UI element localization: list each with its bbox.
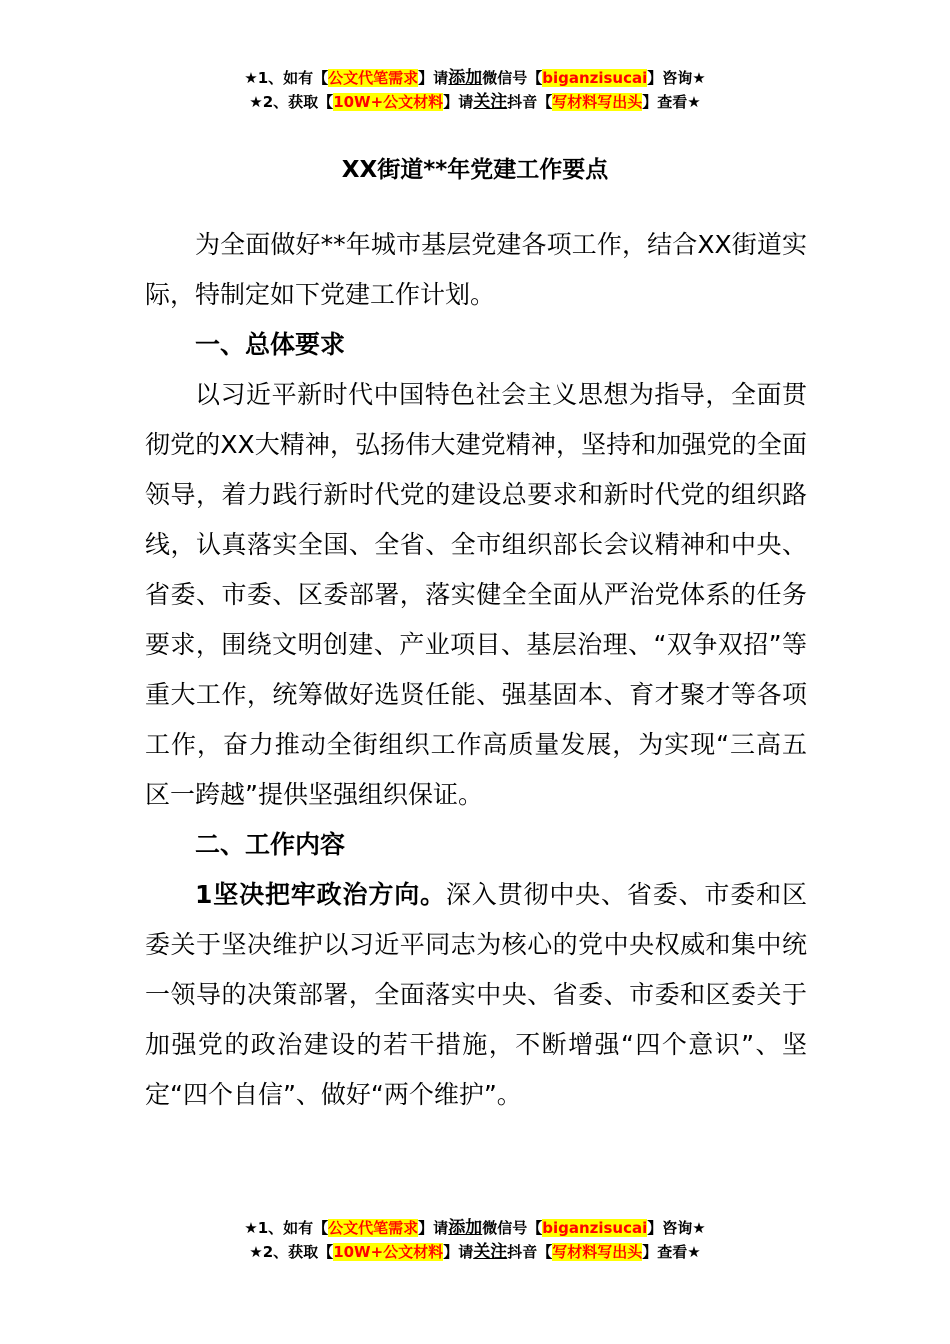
banner-highlight: 公文代笔需求 [328,1219,419,1237]
section-heading-1: 一、总体要求 [195,330,346,359]
banner-text: 抖音【 [507,93,553,111]
item-1-paragraph [145,870,807,1120]
banner-text: 微信号【 [482,69,543,87]
banner-highlight: 写材料写出头 [552,93,643,111]
banner-text: 】咨询★ [647,1219,706,1237]
banner-text: 】请 [443,93,474,111]
banner-highlight: 公文代笔需求 [328,69,419,87]
document-title: XX街道**年党建工作要点 [341,157,609,183]
banner-highlight: biganzisucai [542,69,648,87]
banner-text: 】请 [418,1219,449,1237]
section-heading-2: 二、工作内容 [195,830,346,859]
banner-text: 抖音【 [507,1243,553,1261]
banner-underline: 添加 [448,1218,483,1238]
item-1-lead: 1坚决把牢政治方向。 [195,880,446,909]
banner-highlight: 10W+公文材料 [333,1243,444,1261]
banner-highlight: 10W+公文材料 [333,93,444,111]
header-banner [0,66,950,114]
banner-highlight: 写材料写出头 [552,1243,643,1261]
item-1-body: 深入贯彻中央、省委、市委和区委关于坚决维护以习近平同志为核心的党中央权威和集中统一领导的决策部署，全面落实中央、省委、市委和区委关于加强党的政治建设的若干措施，不断增强“四个意识”、坚定“四个自信”、做好“两个维护”。 [145,880,807,1109]
banner-text: ★2、获取【 [249,1243,334,1261]
banner-underline: 关注 [473,92,508,112]
banner-text: 】查看★ [642,1243,701,1261]
banner-text: 】请 [443,1243,474,1261]
banner-underline: 关注 [473,1242,508,1262]
intro-paragraph: 为全面做好**年城市基层党建各项工作，结合XX街道实际，特制定如下党建工作计划。 [145,230,807,309]
footer-banner [0,1216,950,1264]
banner-text: 微信号【 [482,1219,543,1237]
banner-text: 】咨询★ [647,69,706,87]
banner-text: ★1、如有【 [244,1219,329,1237]
section-1-paragraph: 以习近平新时代中国特色社会主义思想为指导，全面贯彻党的XX大精神，弘扬伟大建党精神，坚持和加强党的全面领导，着力践行新时代党的建设总要求和新时代党的组织路线，认真落实全国、全省、全市组织部长会议精神和中央、省委、市委、区委部署，落实健全全面从严治党体系的任务要求，围绕文明创建、产业项目、基层治理、“双争双招”等重大工作，统筹做好选贤任能、强基固本、育才聚才等各项工作，奋力推动全街组织工作高质量发展，为实现“三高五区一跨越”提供坚强组织保证。 [145,380,807,809]
banner-line-1 [0,1216,950,1240]
banner-line-1 [0,66,950,90]
banner-text: 】请 [418,69,449,87]
banner-text: ★2、获取【 [249,93,334,111]
document-body [145,220,807,1120]
banner-text: ★1、如有【 [244,69,329,87]
banner-text: 】查看★ [642,93,701,111]
banner-line-2 [0,1240,950,1264]
banner-line-2 [0,90,950,114]
banner-highlight: biganzisucai [542,1219,648,1237]
banner-underline: 添加 [448,68,483,88]
